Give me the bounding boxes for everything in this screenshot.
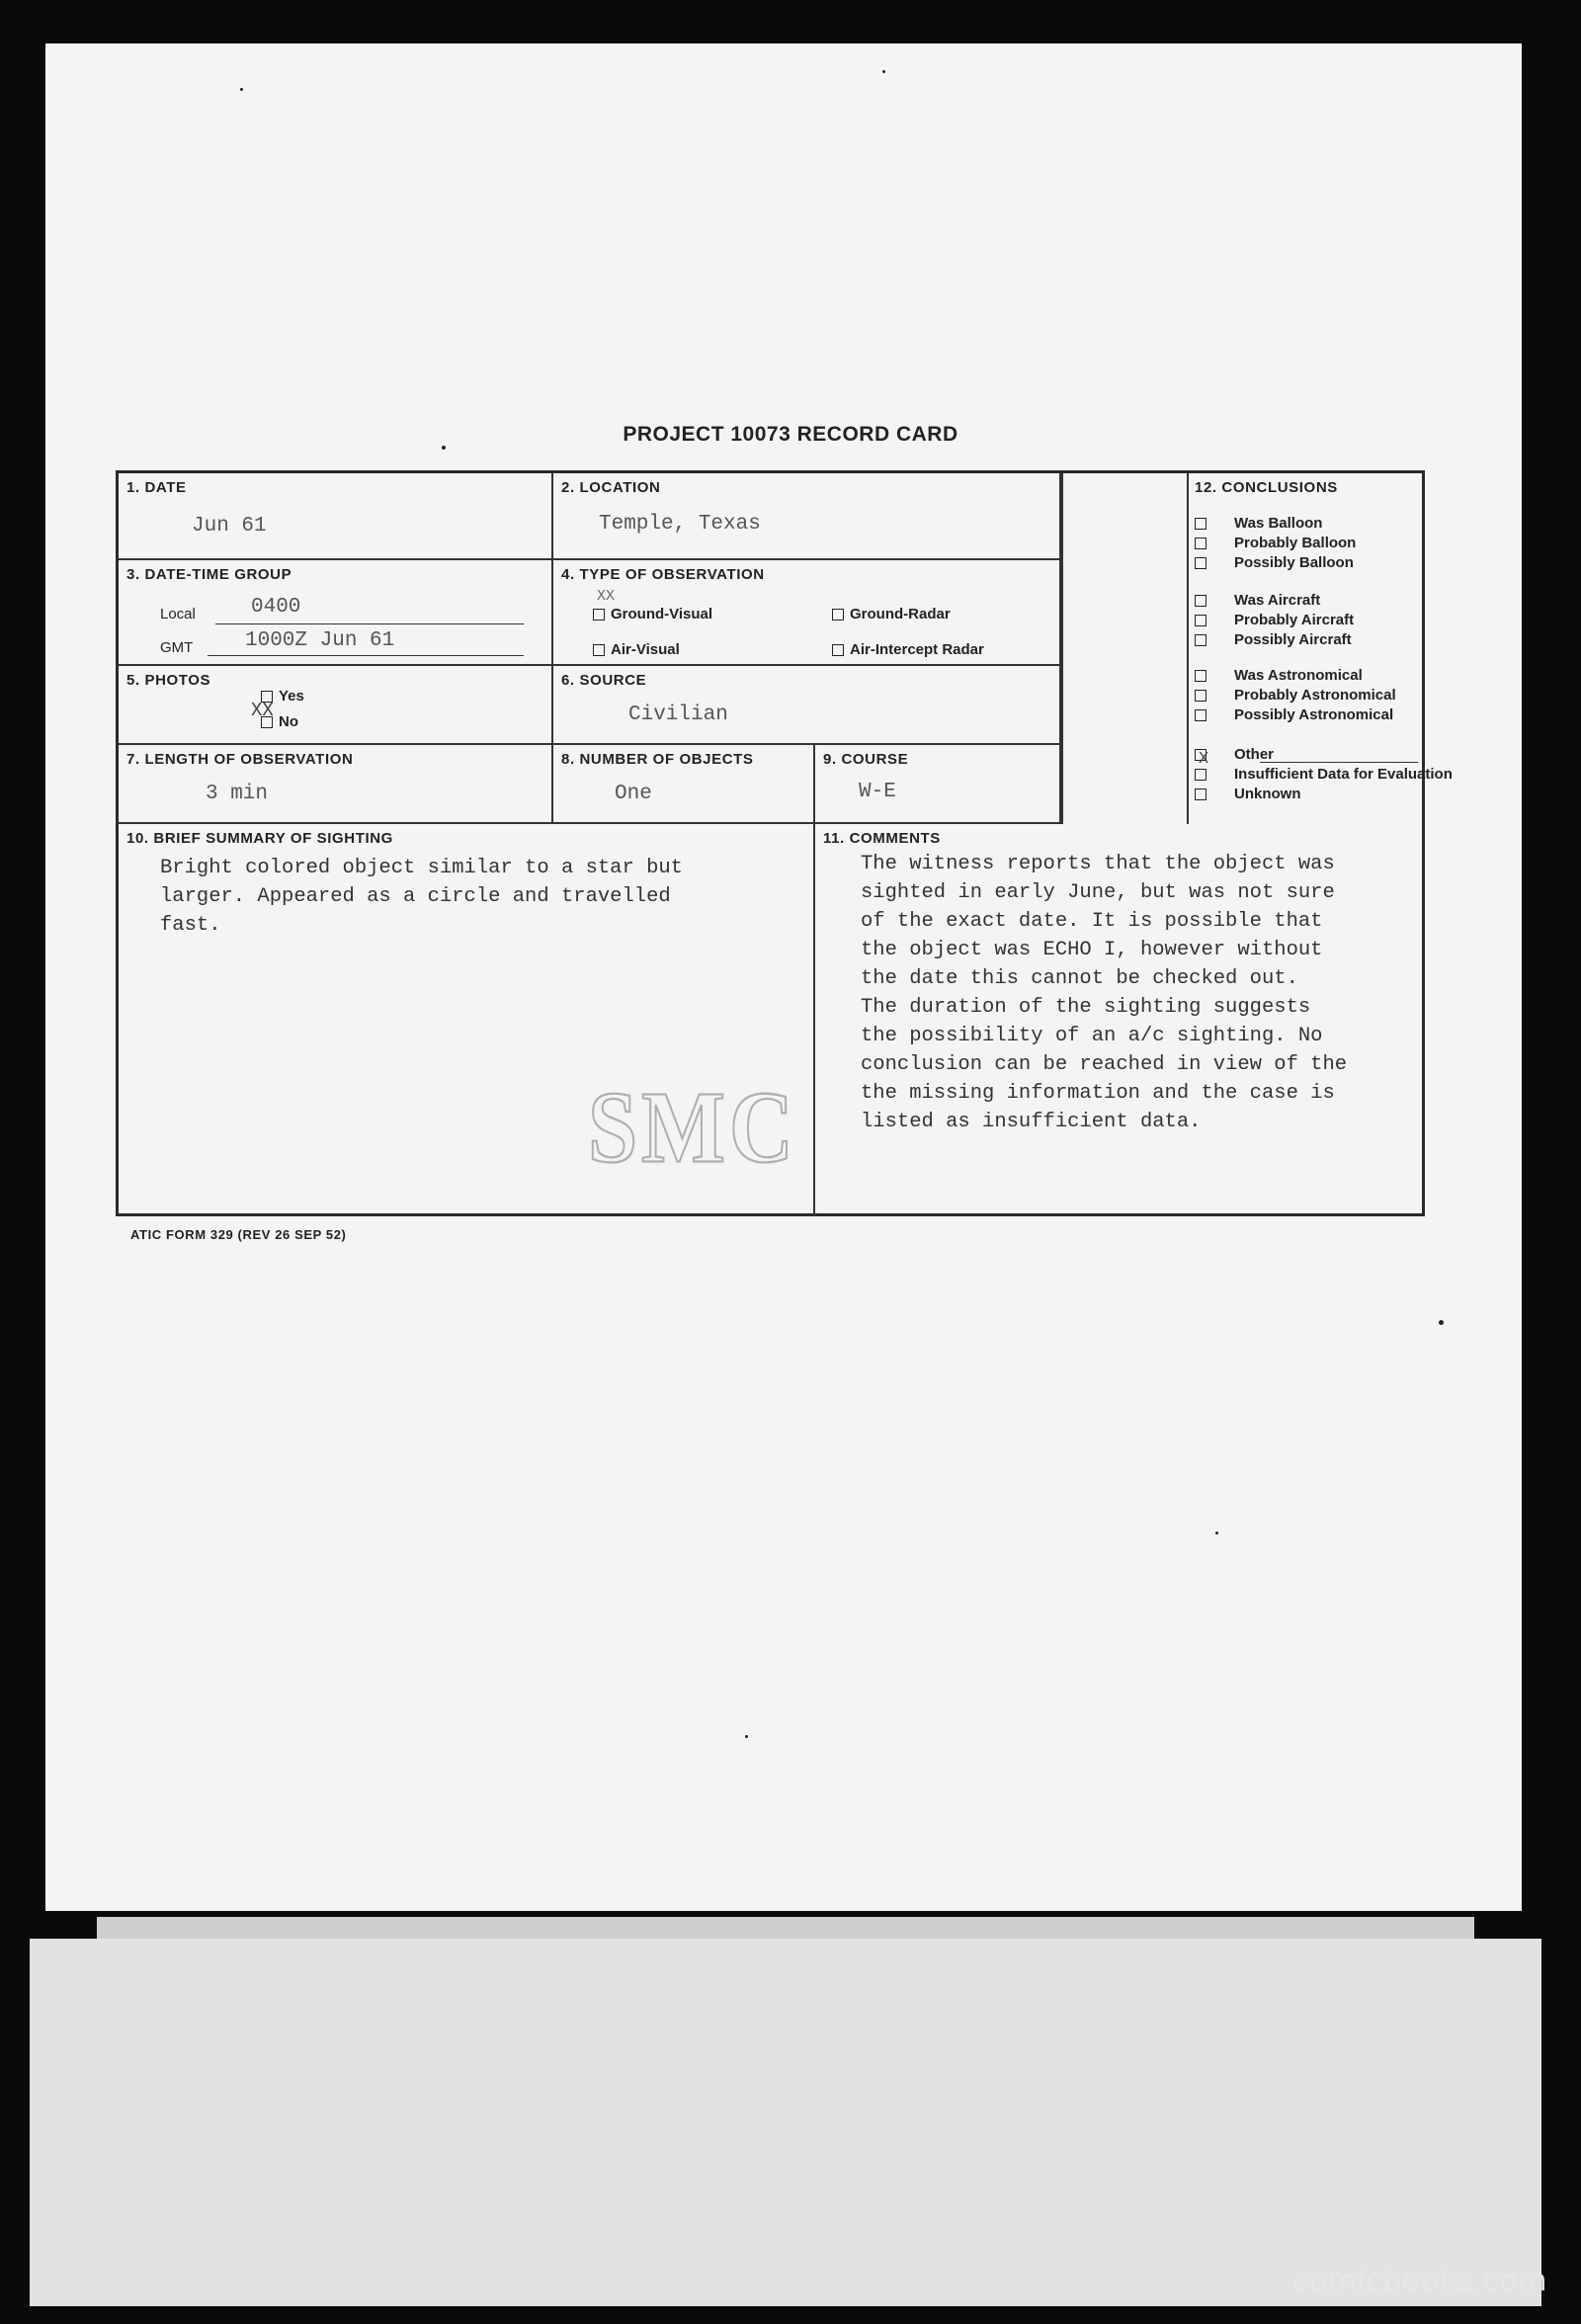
checkbox-icon [593,644,605,656]
local-underline [215,623,524,624]
insufficient-data-check-mark: X [1199,750,1209,769]
local-value: 0400 [251,596,301,619]
source-value: Civilian [628,704,728,726]
card-title: PROJECT 10073 RECORD CARD [623,423,958,446]
checkbox-icon [1195,670,1207,682]
comments-line: The witness reports that the object was [861,853,1335,875]
photos-yes-option[interactable]: Yes [261,688,304,705]
brief-summary-line: Bright colored object similar to a star but [160,857,683,879]
comments-line: conclusion can be reached in view of the [861,1053,1348,1076]
conclusion-probably-astronomical[interactable]: Probably Astronomical [1195,687,1396,704]
conclusions-divider [1187,473,1189,824]
comments-line: the possibility of an a/c sighting. No [861,1025,1323,1047]
source-cell [553,666,1061,745]
comments-line: The duration of the sighting suggests [861,996,1311,1019]
number-of-objects-value: One [615,783,652,805]
checkbox-icon [1195,788,1207,800]
conclusion-possibly-aircraft[interactable]: Possibly Aircraft [1195,631,1352,648]
checkbox-icon [1195,538,1207,549]
conclusion-was-balloon[interactable]: Was Balloon [1195,515,1322,532]
option-air-intercept-radar[interactable]: Air-Intercept Radar [832,641,984,658]
conclusion-unknown[interactable]: Unknown [1195,786,1301,802]
source-label: 6. SOURCE [561,672,647,689]
date-time-group-label: 3. DATE-TIME GROUP [126,566,292,583]
brief-summary-line: larger. Appeared as a circle and travelled [160,885,671,908]
checkbox-icon [1195,709,1207,721]
comments-line: the missing information and the case is [861,1082,1335,1105]
course-label: 9. COURSE [823,751,909,768]
date-label: 1. DATE [126,479,187,496]
brief-summary-label: 10. BRIEF SUMMARY OF SIGHTING [126,830,393,847]
conclusion-probably-balloon[interactable]: Probably Balloon [1195,535,1356,551]
date-value: Jun 61 [192,515,267,538]
option-air-visual[interactable]: Air-Visual [593,641,680,658]
comments-line: the date this cannot be checked out. [861,967,1298,990]
dust-speck [882,70,885,73]
checkbox-icon [1195,518,1207,530]
checkbox-icon [593,609,605,621]
brief-summary-line: fast. [160,914,221,937]
smc-stamp: SMC [588,1071,797,1185]
watermark: comicbooks.com [1291,2264,1547,2298]
checkbox-checked-icon [1195,769,1207,781]
checkbox-icon [1195,595,1207,607]
date-time-group-cell [119,560,553,666]
checkbox-icon [832,609,844,621]
option-ground-visual[interactable]: Ground-Visual [593,606,712,622]
location-cell [553,473,1061,560]
number-of-objects-label: 8. NUMBER OF OBJECTS [561,751,754,768]
comments-line: of the exact date. It is possible that [861,910,1323,933]
conclusion-insufficient-data[interactable]: Insufficient Data for Evaluation [1195,766,1453,783]
comments-line: listed as insufficient data. [861,1111,1202,1133]
dust-speck [1439,1320,1444,1325]
conclusion-was-aircraft[interactable]: Was Aircraft [1195,592,1320,609]
dust-speck [1215,1532,1218,1535]
conclusion-probably-aircraft[interactable]: Probably Aircraft [1195,612,1354,628]
comments-cell [815,824,1422,1216]
checkbox-icon [832,644,844,656]
number-of-objects-cell [553,745,815,824]
checkbox-icon [1195,690,1207,702]
checkbox-icon [1195,634,1207,646]
checkbox-icon [1195,557,1207,569]
comments-label: 11. COMMENTS [823,830,941,847]
dust-speck [240,88,243,91]
photos-cell [119,666,553,745]
photos-label: 5. PHOTOS [126,672,211,689]
conclusion-was-astronomical[interactable]: Was Astronomical [1195,667,1363,684]
option-ground-radar[interactable]: Ground-Radar [832,606,951,622]
underlying-sheet [30,1939,1541,2306]
conclusion-possibly-balloon[interactable]: Possibly Balloon [1195,554,1354,571]
other-underline [1260,762,1418,763]
comments-line: sighted in early June, but was not sure [861,881,1335,904]
location-label: 2. LOCATION [561,479,661,496]
gmt-label: GMT [160,639,194,656]
grid-divider [1061,473,1063,824]
checkbox-icon [261,716,273,728]
conclusions-label: 12. CONCLUSIONS [1195,479,1338,496]
comments-text [861,850,1347,1136]
gmt-underline [208,655,524,656]
brief-summary-text [160,854,683,940]
local-label: Local [160,606,196,622]
checkbox-icon [1195,615,1207,626]
type-of-observation-label: 4. TYPE OF OBSERVATION [561,566,765,583]
date-cell [119,473,553,560]
course-value: W-E [859,781,896,803]
form-identifier: ATIC FORM 329 (REV 26 SEP 52) [130,1227,347,1242]
photos-no-option[interactable]: No [261,713,298,730]
length-of-observation-label: 7. LENGTH OF OBSERVATION [126,751,354,768]
page-edge-shadow [97,1917,1474,1939]
conclusion-possibly-astronomical[interactable]: Possibly Astronomical [1195,706,1393,723]
photos-mark: XX [251,700,274,721]
location-value: Temple, Texas [599,513,761,536]
dust-speck [745,1735,748,1738]
gmt-value: 1000Z Jun 61 [245,629,395,652]
type-of-observation-mark: XX [597,588,616,605]
comments-line: the object was ECHO I, however without [861,939,1323,961]
length-of-observation-cell [119,745,553,824]
course-cell [815,745,1061,824]
length-of-observation-value: 3 min [206,783,269,805]
type-of-observation-cell [553,560,1061,666]
conclusion-other[interactable]: Other [1195,746,1274,763]
